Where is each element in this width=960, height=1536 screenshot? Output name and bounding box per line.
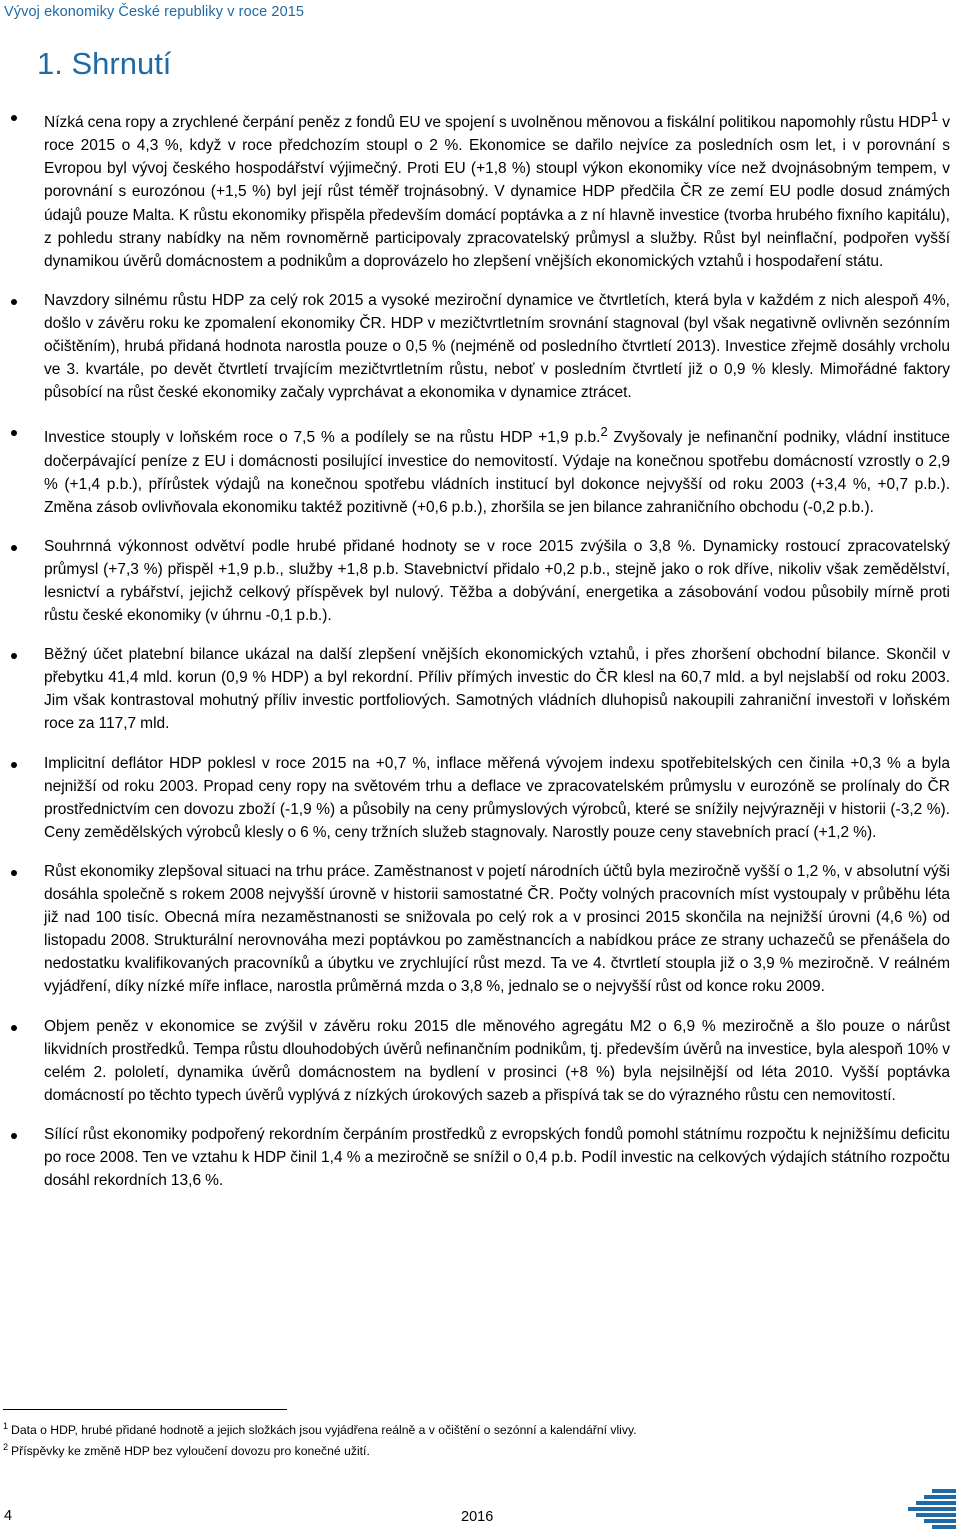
footnotes <box>3 1418 953 1460</box>
bullet-text: Objem peněz v ekonomice se zvýšil v závěru roku 2015 dle měnového agregátu M2 o 6,9 % meziročně a šlo pouze o nárůst likvidních prostředků. Tempa růstu dlouhodobých úvěrů nefinančním podnikům, tj. především úvěrů na investice, byla alespoň 10% v celém 2. pololetí, dynamika úvěrů domácnostem na bydlení v prosinci (+8 %) byla nejsilnější od léta 2010. Vyšší poptávka domácností po těchto typech úvěrů vyplývá z nízkých úrokových sazeb a přispívá tak se do výrazného růstu cen nemovitostí. <box>44 1017 950 1104</box>
page-number: 4 <box>4 1508 13 1524</box>
footer-year: 2016 <box>461 1509 494 1525</box>
footnote-text: Příspěvky ke změně HDP bez vyloučení dovozu pro konečné užití. <box>11 1444 370 1458</box>
footnote-number: 1 <box>3 1421 9 1431</box>
bullet-text: Navzdory silnému růstu HDP za celý rok 2015 a vysoké meziroční dynamice ve čtvrtletích, která byla v každém z nich alespoň 4%, došlo v závěru roku ke zpomalení ekonomiky ČR. HDP v mezičtvrtletním srovnání stagnoval (byl však negativně ovlivněn sezónním očištěním), hrubá přidaná hodnota narostla pouze o 0,5 % (nejméně od posledního čtvrtletí 2013). Investice zřejmě dosáhly vrcholu ve 3. kvartále, po devět čtvrtletí trvajícím mezičtvrtletním růstu, neboť v posledním čtvrtletí již o 0,9 % klesly. Mimořádné faktory působící na růst české ekonomiky začaly vyprchávat a ekonomika v dynamice ztrácet. <box>44 291 950 402</box>
footnote-1 <box>3 1418 953 1439</box>
footnote-divider <box>3 1409 287 1410</box>
chapter-title: 1. Shrnutí <box>37 46 172 81</box>
bullet-item-current-account <box>44 643 950 735</box>
running-header: Vývoj ekonomiky České republiky v roce 2015 <box>4 4 305 20</box>
footnote-ref-1[interactable]: 1 <box>931 109 939 124</box>
bullet-text: Běžný účet platební bilance ukázal na další zlepšení vnějších ekonomických vztahů, i přes zhoršení obchodní bilance. Skončil v přebytku 41,4 mld. korun (0,9 % HDP) a byl rekordní. Příliv přímých investic do ČR klesl na 60,7 mld. a byl nejslabší od roku 2003. Jim však kontrastoval mohutný příliv investic portfoliových. Samotných vládních dluhopisů nakoupili zahraniční investoři v loňském roce za 117,7 mld. <box>44 646 950 733</box>
bullet-item-labour-market <box>44 860 950 999</box>
czso-logo-icon <box>902 1488 958 1534</box>
bullet-item-gdp-growth <box>44 105 950 273</box>
footnote-ref-2[interactable]: 2 <box>600 424 608 440</box>
footnote-text: Data o HDP, hrubé přidané hodnotě a jejich složkách jsou vyjádřena reálně a v očištění o sezónní a kalendářní vlivy. <box>11 1423 637 1437</box>
footnote-number: 2 <box>3 1442 9 1452</box>
bullet-item-investment <box>44 420 950 519</box>
bullet-text: Investice stouply v loňském roce o 7,5 % a podílely se na růstu HDP +1,9 p.b. <box>44 429 601 447</box>
bullet-item-slowdown <box>44 289 950 404</box>
bullet-text-continued: Zvyšovaly je nefinanční podniky, vládní instituce dočerpávající peníze z EU i domácnosti posilující investice do nemovitostí. Výdaje na konečnou spotřebu domácností vzrostly o 2,9 % (+1,4 p.b.), přírůstek výdajů na konečnou spotřebu vládních institucí byl dokonce nejvyšší od roku 2003 (+3,4 %, +0,7 p.b.). Změna zásob ovlivňovala ekonomiku taktéž pozitivně (+0,6 p.b.), zhoršila se jen bilance zahraničního obchodu (-0,2 p.b.). <box>44 429 950 516</box>
bullet-text: Souhrnná výkonnost odvětví podle hrubé přidané hodnoty se v roce 2015 zvýšila o 3,8 %. Dynamicky rostoucí zpracovatelský průmysl (+7,3 %) přispěl +1,9 p.b., služby +1,8 p.b. Stavebnictví přidalo +0,2 p.b., stejně jako o rok dříve, nikoliv však zemědělství, lesnictví a rybářství, jejichž celkový příspěvek byl nulový. Těžba a dobývání, energetika a zásobování vodou působily mírně proti růstu české ekonomiky (v úhrnu -0,1 p.b.). <box>44 537 950 625</box>
bullet-text: Růst ekonomiky zlepšoval situaci na trhu práce. Zaměstnanost v pojetí národních účtů byla meziročně vyšší o 1,2 %, v absolutní výši dosáhla společně s rokem 2008 nejvyšší úrovně v historii samostatné ČR. Počty volných pracovních míst vystoupaly v průběhu léta již nad 100 tisíc. Obecná míra nezaměstnanosti se snižovala po celý rok a v prosinci 2015 skončila na nejnižší úrovni (4,6 %) od listopadu 2008. Strukturální nerovnováha mezi poptávkou po zaměstnancích a nabídkou práce ze strany uchazečů se přenášela do nedostatku kvalifikovaných pracovníků a úbytku ve zrychlující růst mezd. Ta ve 4. čtvrtletí stoupla již o 3,9 % meziročně. V reálném vyjádření, díky nízké míře inflace, narostla průměrná mzda o 3,8 %, jednalo se o nejvyšší růst od konce roku 2009. <box>44 862 950 996</box>
bullet-item-prices <box>44 752 950 844</box>
bullet-item-state-budget <box>44 1123 950 1192</box>
bullet-text: Sílící růst ekonomiky podpořený rekordním čerpáním prostředků z evropských fondů pomohl státnímu rozpočtu k nejnižšímu deficitu po roce 2008. Ten ve vztahu k HDP činil 1,4 % a meziročně se snížil o 0,4 p.b. Podíl investic na celkových výdajích státního rozpočtu dosáhl rekordních 13,6 %. <box>44 1125 950 1190</box>
bullet-text-continued: v roce 2015 o 4,3 %, když v roce předchozím stoupl o 2 %. Ekonomice se dařilo nejvíce za posledních osm let, i v porovnání s Evropou byl vývoj českého hospodářství výjimečný. Proti EU (+1,8 %) stoupl výkon ekonomiky více než dvojnásobným tempem, v porovnání s eurozónou (+1,5 %) byl její růst téměř trojnásobný. V dynamice HDP předčila ČR ze zemí EU podle dosud známých údajů pouze Malta. K růstu ekonomiky přispěla především domácí poptávka a z ní hlavně investice (tvorba hrubého fixního kapitálu), z pohledu strany nabídky na něm rovnoměrně participovaly zpracovatelský průmysl a služby. Růst byl neinflační, podpořen vyšší dynamikou úvěrů domácnostem a podnikům a doprovázelo ho zlepšení vnějších ekonomických vztahů i hospodaření státu. <box>44 114 950 270</box>
bullet-item-gross-value-added <box>44 535 950 627</box>
bullet-item-money-supply <box>44 1015 950 1107</box>
summary-bullet-list <box>0 105 960 1208</box>
footnote-2 <box>3 1439 953 1460</box>
bullet-text: Nízká cena ropy a zrychlené čerpání peněz z fondů EU ve spojení s uvolněnou měnovou a fiskální politikou napomohly růstu HDP <box>44 114 932 132</box>
bullet-text: Implicitní deflátor HDP poklesl v roce 2015 na +0,7 %, inflace měřená vývojem indexu spotřebitelských cen činila +0,3 % a byla nejnižší od roku 2003. Propad ceny ropy na světovém trhu a deflace ve zpracovatelském průmyslu v eurozóně se prolínaly do ČR prostřednictvím cen dovozu zboží (-1,9 %) a působily na ceny průmyslových výrobců, které se snížily nejvýrazněji v historii (-3,2 %). Ceny zemědělských výrobců klesly o 6 %, ceny tržních služeb stagnovaly. Narostly pouze ceny stavebních prací (+1,2 %). <box>44 754 950 841</box>
